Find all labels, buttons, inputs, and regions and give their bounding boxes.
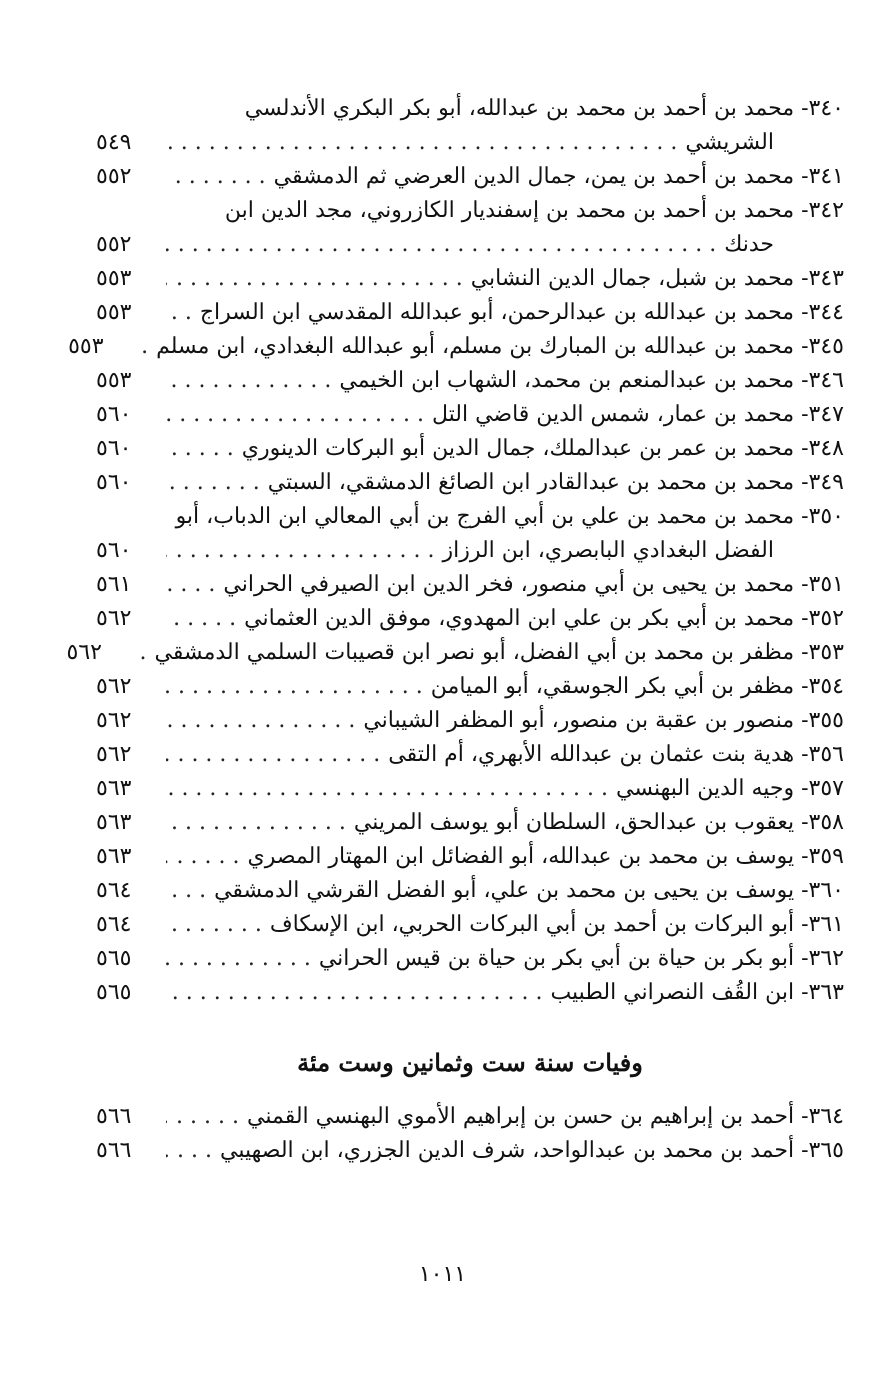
toc-entry-line (96, 398, 844, 432)
entry-number: ٣٦٠- (801, 878, 844, 903)
toc-entry (66, 636, 844, 670)
entry-title: محمد بن شبل، جمال الدين النشابي (470, 266, 795, 291)
entry-title: يوسف بن محمد بن عبدالله، أبو الفضائل ابن المهتار المصري (247, 844, 795, 869)
toc-entry (68, 330, 844, 364)
toc-entry-line (96, 364, 844, 398)
table-of-contents (66, 92, 844, 1168)
entries-group-a (66, 92, 844, 1010)
dot-leader (166, 704, 355, 738)
toc-entry-line (96, 500, 844, 534)
entry-title: محمد بن أحمد بن محمد بن عبدالله، أبو بكر البكري الأندلسي (244, 96, 795, 121)
entry-number: ٣٦١- (801, 912, 844, 937)
toc-entry-line (96, 806, 844, 840)
toc-entry (96, 500, 844, 568)
dot-leader (166, 432, 234, 466)
entry-title: محمد بن محمد بن عبدالقادر ابن الصائغ الدمشقي، السبتي (267, 470, 795, 495)
entry-title: محمد بن أحمد بن يمن، جمال الدين العرضي ثم الدمشقي (273, 164, 795, 189)
entry-title: محمد بن أبي بكر بن علي ابن المهدوي، موفق الدين العثماني (244, 606, 795, 631)
entry-number: ٣٦٤- (801, 1104, 844, 1129)
toc-entry (96, 92, 844, 160)
entry-number: ٣٤١- (801, 164, 844, 189)
entry-number: ٣٤٦- (801, 368, 844, 393)
entry-page-number: ٥٦٣ (96, 810, 132, 835)
dot-leader (166, 942, 311, 976)
entry-title: منصور بن عقبة بن منصور، أبو المظفر الشيباني (363, 708, 795, 733)
entry-page-number: ٥٥٢ (96, 232, 132, 257)
entry-number: ٣٦٣- (801, 980, 844, 1005)
dot-leader (138, 330, 148, 364)
toc-entry-line (96, 296, 844, 330)
entry-number: ٣٥٨- (801, 810, 844, 835)
toc-entry (96, 602, 844, 636)
toc-entry (96, 738, 844, 772)
entry-title: يوسف بن يحيى بن محمد بن علي، أبو الفضل القرشي الدمشقي (214, 878, 795, 903)
dot-leader (166, 160, 266, 194)
toc-entry-line (96, 942, 844, 976)
dot-leader (166, 806, 346, 840)
entry-number: ٣٦٥- (801, 1138, 844, 1163)
toc-entry (96, 262, 844, 296)
toc-entry (96, 806, 844, 840)
entry-title: محمد بن يحيى بن أبي منصور، فخر الدين ابن الصيرفي الحراني (223, 572, 795, 597)
dot-leader (166, 534, 434, 568)
entry-title: أبو البركات بن أحمد بن أبي البركات الحربي، ابن الإسكاف (269, 912, 795, 937)
toc-entry-line (96, 432, 844, 466)
entry-page-number: ٥٦٦ (96, 1104, 132, 1129)
entry-title: محمد بن عبدالمنعم بن محمد، الشهاب ابن الخيمي (339, 368, 795, 393)
toc-entry (96, 194, 844, 262)
dot-leader (166, 568, 215, 602)
toc-entry-line (96, 704, 844, 738)
toc-entry (96, 874, 844, 908)
toc-entry-line (96, 1134, 844, 1168)
toc-entry (96, 704, 844, 738)
toc-entry (96, 364, 844, 398)
entry-title: الفضل البغدادي البابصري، ابن الرزاز (442, 538, 774, 563)
dot-leader (166, 364, 331, 398)
toc-entry (96, 976, 844, 1010)
entry-title: الشريشي (685, 130, 774, 155)
entry-number: ٣٥٩- (801, 844, 844, 869)
entry-title: محمد بن عمار، شمس الدين قاضي التل (431, 402, 795, 427)
toc-entry-line (96, 466, 844, 500)
dot-leader (137, 636, 147, 670)
entry-title: يعقوب بن عبدالحق، السلطان أبو يوسف المريني (353, 810, 795, 835)
dot-leader (166, 228, 716, 262)
toc-entry (96, 432, 844, 466)
entry-number: ٣٥٢- (801, 606, 844, 631)
entry-page-number: ٥٦٦ (96, 1138, 132, 1163)
toc-entry-line (96, 160, 844, 194)
entry-page-number: ٥٦٣ (96, 776, 132, 801)
entry-title: ابن القُف النصراني الطبيب (550, 980, 795, 1005)
entry-page-number: ٥٦٢ (66, 640, 102, 665)
entry-page-number: ٥٥٣ (96, 368, 132, 393)
entry-number: ٣٥٦- (801, 742, 844, 767)
page-number: ١٠١١ (418, 1262, 467, 1287)
section-heading: وفيات سنة ست وثمانين وست مئة (297, 1048, 643, 1077)
entry-page-number: ٥٦٢ (96, 742, 132, 767)
entry-number: ٣٦٢- (801, 946, 844, 971)
dot-leader (166, 262, 463, 296)
toc-entry-line (96, 772, 844, 806)
entry-title: أحمد بن محمد بن عبدالواحد، شرف الدين الجزري، ابن الصهيبي (220, 1138, 795, 1163)
dot-leader (166, 840, 239, 874)
entry-page-number: ٥٦٠ (96, 538, 132, 563)
entry-title: وجيه الدين البهنسي (616, 776, 795, 801)
entry-number: ٣٥٥- (801, 708, 844, 733)
entry-page-number: ٥٤٩ (96, 130, 132, 155)
entry-title: أحمد بن إبراهيم بن حسن بن إبراهيم الأموي البهنسي القمني (247, 1104, 795, 1129)
toc-entry-line (96, 738, 844, 772)
entry-page-number: ٥٦٥ (96, 946, 132, 971)
toc-entry-line (96, 874, 844, 908)
entry-page-number: ٥٦٢ (96, 708, 132, 733)
dot-leader (166, 1134, 212, 1168)
entry-page-number: ٥٥٢ (96, 164, 132, 189)
toc-entry (96, 568, 844, 602)
entry-title: هدية بنت عثمان بن عبدالله الأبهري، أم التقى (388, 742, 795, 767)
entry-number: ٣٥٣- (801, 640, 844, 665)
toc-entry (96, 908, 844, 942)
entry-title: محمد بن عبدالله بن المبارك بن مسلم، أبو عبدالله البغدادي، ابن مسلم (156, 334, 795, 359)
entry-number: ٣٤٣- (801, 266, 844, 291)
toc-entry (96, 160, 844, 194)
entry-number: ٣٤٧- (801, 402, 844, 427)
dot-leader (166, 126, 677, 160)
entry-number: ٣٤٥- (801, 334, 844, 359)
dot-leader (166, 976, 542, 1010)
toc-entry-line (96, 908, 844, 942)
dot-leader (166, 466, 260, 500)
entry-title: محمد بن محمد بن علي بن أبي الفرج بن أبي المعالي ابن الدباب، أبو (175, 504, 795, 529)
toc-entry (96, 296, 844, 330)
toc-entry-line (96, 670, 844, 704)
entry-page-number: ٥٥٣ (96, 300, 132, 325)
dot-leader (166, 1100, 239, 1134)
dot-leader (166, 908, 262, 942)
entry-number: ٣٤٩- (801, 470, 844, 495)
entry-number: ٣٥٤- (801, 674, 844, 699)
dot-leader (166, 738, 380, 772)
entry-number: ٣٤٢- (801, 198, 844, 223)
entry-number: ٣٤٤- (801, 300, 844, 325)
toc-entry-line (96, 840, 844, 874)
entry-page-number: ٥٦٤ (96, 912, 132, 937)
dot-leader (166, 874, 206, 908)
dot-leader (166, 398, 424, 432)
entry-title: حدنك (724, 232, 774, 257)
toc-entry (96, 398, 844, 432)
entry-page-number: ٥٦٥ (96, 980, 132, 1005)
entry-title: مظفر بن محمد بن أبي الفضل، أبو نصر ابن قصيبات السلمي الدمشقي (154, 640, 795, 665)
entry-title: أبو بكر بن حياة بن أبي بكر بن حياة بن قيس الحراني (318, 946, 795, 971)
entry-number: ٣٤٨- (801, 436, 844, 461)
toc-entry-line (96, 534, 844, 568)
toc-entry (96, 1100, 844, 1134)
toc-entry (96, 670, 844, 704)
entry-page-number: ٥٦٠ (96, 436, 132, 461)
toc-entry-line (96, 1100, 844, 1134)
toc-entry-line (96, 228, 844, 262)
dot-leader (166, 602, 236, 636)
entry-title: محمد بن عمر بن عبدالملك، جمال الدين أبو البركات الدينوري (241, 436, 795, 461)
entry-title: محمد بن أحمد بن محمد بن إسفنديار الكازروني، مجد الدين ابن (224, 198, 795, 223)
entry-number: ٣٤٠- (801, 96, 844, 121)
entry-title: محمد بن عبدالله بن عبدالرحمن، أبو عبدالله المقدسي ابن السراج (199, 300, 795, 325)
entry-page-number: ٥٦٢ (96, 674, 132, 699)
toc-entry (96, 466, 844, 500)
entries-group-b (96, 1100, 844, 1168)
entry-number: ٣٥٠- (801, 504, 844, 529)
toc-entry (96, 772, 844, 806)
dot-leader (166, 772, 608, 806)
entry-number: ٣٥١- (801, 572, 844, 597)
toc-entry-line (68, 330, 844, 364)
toc-entry-line (96, 568, 844, 602)
toc-entry-line (96, 92, 844, 126)
entry-number: ٣٥٧- (801, 776, 844, 801)
dot-leader (166, 296, 192, 330)
toc-entry-line (96, 602, 844, 636)
entry-page-number: ٥٦٢ (96, 606, 132, 631)
toc-entry-line (96, 976, 844, 1010)
toc-entry-line (96, 194, 844, 228)
entry-page-number: ٥٦٠ (96, 470, 132, 495)
entry-page-number: ٥٦٤ (96, 878, 132, 903)
entry-page-number: ٥٦٠ (96, 402, 132, 427)
dot-leader (166, 670, 423, 704)
toc-entry (96, 942, 844, 976)
entry-title: مظفر بن أبي بكر الجوسقي، أبو الميامن (430, 674, 795, 699)
toc-entry (96, 840, 844, 874)
entry-page-number: ٥٦٣ (96, 844, 132, 869)
entry-page-number: ٥٥٣ (68, 334, 104, 359)
toc-entry-line (66, 636, 844, 670)
toc-entry-line (96, 262, 844, 296)
entry-page-number: ٥٦١ (96, 572, 132, 597)
toc-entry (96, 1134, 844, 1168)
entry-page-number: ٥٥٣ (96, 266, 132, 291)
toc-entry-line (96, 126, 844, 160)
